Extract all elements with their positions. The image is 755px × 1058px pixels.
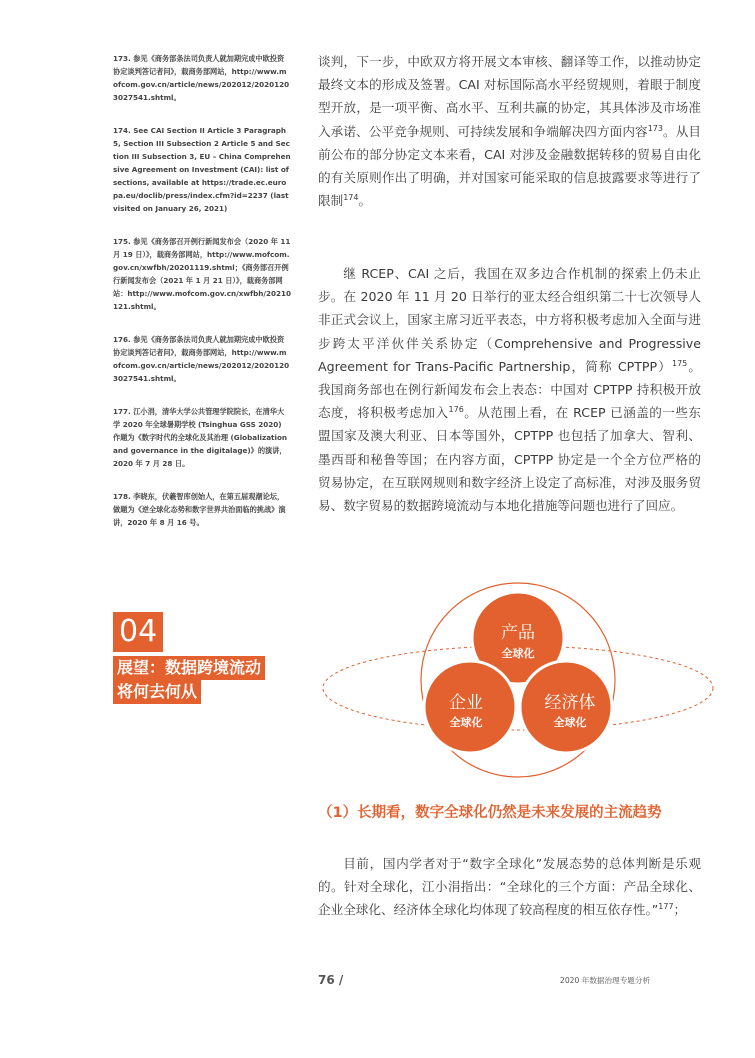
footnote-ref-175[interactable]: 175: [671, 358, 688, 368]
para2-text-a: 继 RCEP、CAI 之后，我国在双多边合作机制的探索上仍未止步。在 2020 年 11 月 20 日举行的亚太经合组织第二十七次领导人非正式会议上，国家主席习近平表态，中方将积极考虑加入全面与进步跨太平洋伙伴关系协定（Comprehensive and Progressive Agreement for Trans-Pacific Partnership，简称 CPTPP）: [318, 266, 701, 374]
section-heading: [113, 612, 283, 704]
footnote-175: 175. 参见《商务部召开例行新闻发布会（2020 年 11 月 19 日）》，载商务部网站，http://www.mofcom.gov.cn/xwfbh/20201119.shtml；《商务部召开例行新闻发布会（2021 年 1 月 21 日）》，载商务部网站：http://www.mofcom.gov.cn/xwfbh/20210121.shtml。: [113, 237, 292, 311]
para2-text-c: 。从范围上看，在 RCEP 已涵盖的一些东盟国家及澳大利亚、日本等国外，CPTPP 也包括了加拿大、智利、墨西哥和秘鲁等国；在内容方面，CPTPP 协定是一个全方位严格的贸易协定，在互联网规则和数字经济上设定了高标准，对涉及服务贸易、数字贸易的数据跨境流动与本地化措施等问题也进行了回应。: [318, 405, 701, 514]
circle-product-title: 产品: [501, 623, 535, 643]
footnote-177: 177. 江小涓，清华大学公共管理学院院长，在清华大学 2020 年全球暑期学校 (Tsinghua GSS 2020) 作题为《数字时代的全球化及其治理 (Globalizationand governance in the digitalage)》的演讲，2020 年 7 月 28 日。: [113, 407, 288, 468]
circle-economy-sub: 全球化: [553, 716, 587, 729]
para3-text-b: ；: [673, 902, 687, 918]
subsection-heading: （1）长期看，数字全球化仍然是未来发展的主流趋势: [318, 805, 662, 821]
para1-text-b: 。从目前公布的部分协定文本来看，CAI 对涉及金融数据转移的贸易自由化的有关原则作出了明确，并对国家可能采取的信息披露要求等进行了限制: [318, 123, 702, 209]
footnote-ref-173[interactable]: 173: [647, 123, 663, 133]
circle-enterprise-title: 企业: [449, 693, 483, 713]
circle-product-sub: 全球化: [501, 647, 535, 660]
circle-enterprise-sub: 全球化: [449, 716, 483, 729]
footnote-ref-174[interactable]: 174: [343, 193, 359, 203]
page-number: 76 /: [318, 973, 344, 987]
report-title-footer: 2020 年数据治理专题分析: [560, 976, 651, 985]
footnote-174: 174. See CAI Section II Article 3 Paragraph 5, Section III Subsection 2 Article 5 and Section III Subsection 3, EU – China Comprehensive Agreement on Investment (CAI): list of sections, available at https://trade.ec.europa.eu/doclib/press/index.cfm?id=2237 (last visited on January 26, 2021): [113, 126, 291, 213]
footnote-176: 176. 参见《商务部条法司负责人就加期完成中欧投资协定谈判答记者问》，载商务部网站，http://www.mofcom.gov.cn/article/news/202012/20201203027541.shtml。: [113, 335, 290, 383]
section-title-line2: 将何去何从: [113, 680, 201, 704]
circle-economy-title: 经济体: [544, 693, 596, 713]
para1-text-a: 谈判，下一步，中欧双方将开展文本审核、翻译等工作，以推动协定最终文本的形成及签署。CAI 对标国际高水平经贸规则，着眼于制度型开放，是一项平衡、高水平、互利共赢的协定，其具体涉及市场准入承诺、公平竞争规则、可持续发展和争端解决四方面内容: [318, 54, 701, 139]
body-paragraph-3: [318, 852, 701, 922]
section-title-line1: 展望：数据跨境流动: [113, 656, 265, 680]
body-paragraph-2: [318, 262, 701, 517]
footnote-178: 178. 李晓东，伏羲智库创始人，在第五届观潮论坛，做题为《逆全球化态势和数字世界共治面临的挑战》演讲，2020 年 8 月 16 号。: [113, 492, 286, 527]
para1-text-c: 。: [358, 193, 372, 209]
footnote-173: 173. 参见《商务部条法司负责人就加期完成中欧投资协定谈判答记者问》，载商务部网站，http://www.mofcom.gov.cn/article/news/202012/20201203027541.shtml。: [113, 54, 290, 102]
footnotes: [113, 52, 291, 549]
globalization-venn-diagram: [318, 580, 718, 780]
body-paragraph-1: [318, 50, 701, 212]
footnote-ref-176[interactable]: 176: [448, 405, 464, 415]
section-number: 04: [113, 612, 163, 652]
para2-text-b: 。我国商务部也在例行新闻发布会上表态：中国对 CPTPP 持积极开放态度，将积极考虑加入: [318, 358, 701, 421]
footnote-ref-177[interactable]: 177: [658, 902, 674, 912]
para3-text-a: 目前，国内学者对于“数字全球化”发展态势的总体判断是乐观的。针对全球化，江小涓指出：“全球化的三个方面：产品全球化、企业全球化、经济体全球化均体现了较高程度的相互依存性。”: [318, 856, 701, 918]
